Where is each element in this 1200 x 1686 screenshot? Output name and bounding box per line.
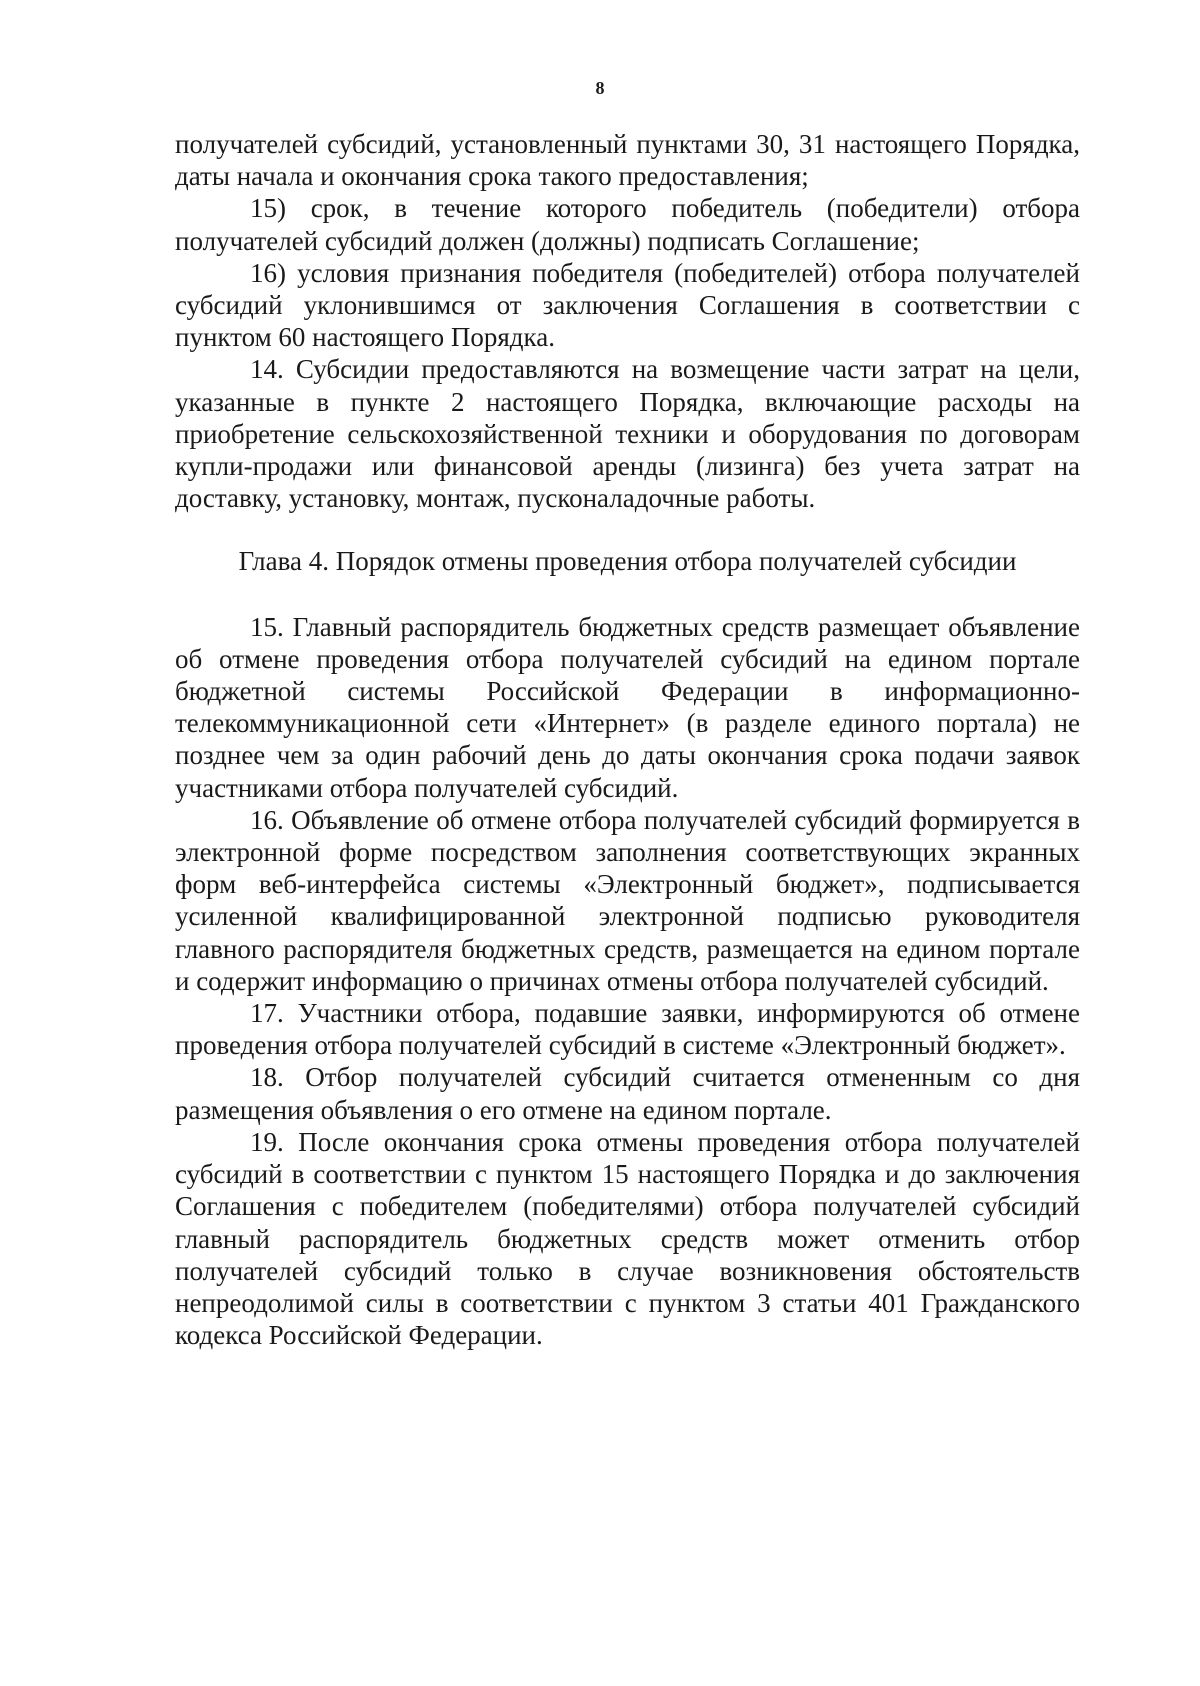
chapter-heading: Глава 4. Порядок отмены проведения отбора получателей субсидии [238, 546, 1017, 577]
paragraph-16: 16. Объявление об отмене отбора получателей субсидий формируется в электронной форме посредством заполнения соответствующих экранных форм веб-интерфейса системы «Электронный бюджет», подписывается усиленной квалифицированной электронной подписью руководителя главного распорядителя бюджетных средств, размещается на едином портале и содержит информацию о причинах отмены отбора получателей субсидий. [175, 804, 1080, 996]
paragraph-item-15: 15) срок, в течение которого победитель (победители) отбора получателей субсидий должен (должны) подписать Соглашение; [175, 193, 1080, 256]
paragraph-14: 14. Субсидии предоставляются на возмещение части затрат на цели, указанные в пункте 2 настоящего Порядка, включающие расходы на приобретение сельскохозяйственной техники и оборудования по договорам купли-продажи или финансовой аренды (лизинга) без учета затрат на доставку, установку, монтаж, пусконаладочные работы. [175, 354, 1080, 514]
paragraph-continuation: получателей субсидий, установленный пунктами 30, 31 настоящего Порядка, даты начала и окончания срока такого предоставления; [175, 129, 1080, 192]
page-number: 8 [595, 78, 605, 98]
paragraph-item-16: 16) условия признания победителя (победителей) отбора получателей субсидий уклонившимся от заключения Соглашения в соответствии с пунктом 60 настоящего Порядка. [175, 257, 1080, 353]
paragraph-15: 15. Главный распорядитель бюджетных средств размещает объявление об отмене проведения отбора получателей субсидий на едином портале бюджетной системы Российской Федерации в информационно-телекоммуникационной сети «Интернет» (в разделе единого портала) не позднее чем за один рабочий день до даты окончания срока подачи заявок участниками отбора получателей субсидий. [175, 611, 1080, 803]
paragraph-19: 19. После окончания срока отмены проведения отбора получателей субсидий в соответствии с пунктом 15 настоящего Порядка и до заключения Соглашения с победителем (победителями) отбора получателей субсидий главный распорядитель бюджетных средств может отменить отбор получателей субсидий только в случае возникновения обстоятельств непреодолимой силы в соответствии с пунктом 3 статьи 401 Гражданского кодекса Российской Федерации. [175, 1126, 1080, 1351]
document-body [175, 128, 1080, 1351]
paragraph-18: 18. Отбор получателей субсидий считается отмененным со дня размещения объявления о его отмене на едином портале. [175, 1062, 1080, 1125]
paragraph-17: 17. Участники отбора, подавшие заявки, информируются об отмене проведения отбора получателей субсидий в системе «Электронный бюджет». [175, 998, 1080, 1061]
